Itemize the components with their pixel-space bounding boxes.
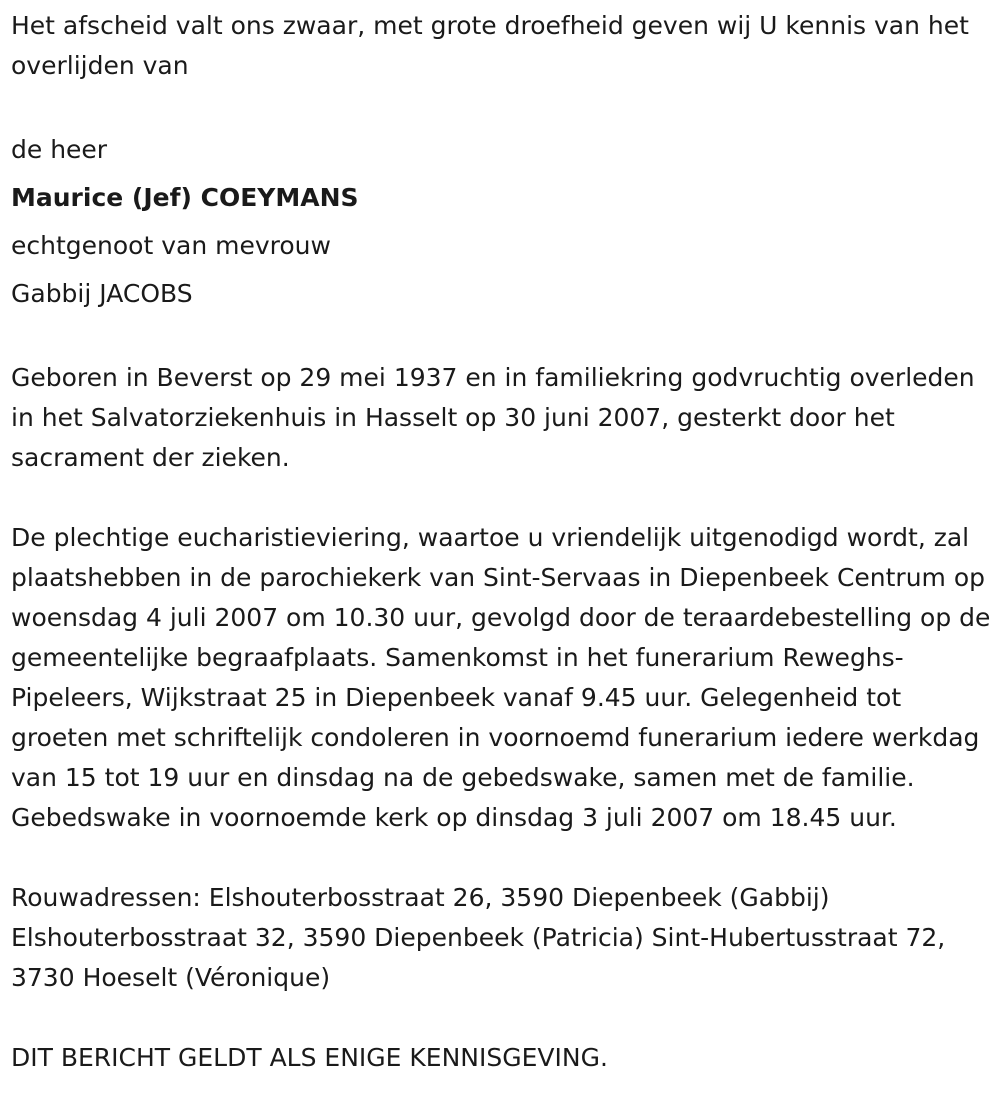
spacer [11,478,991,518]
ceremony-text: De plechtige eucharistieviering, waartoe u vriendelijk uitgenodigd wordt, zal plaatshebben in de parochiekerk van Sint-Servaas in Diepenbeek Centrum op woensdag 4 juli 2007 om 10.30 uur, gevolgd door de teraardebestelling op de gemeentelijke begraafplaats. Samenkomst in het funerarium Reweghs-Pipeleers, Wijkstraat 25 in Diepenbeek vanaf 9.45 uur. Gelegenheid tot groeten met schriftelijk condoleren in voornoemd funerarium iedere werkdag van 15 tot 19 uur en dinsdag na de gebedswake, samen met de familie. Gebedswake in voornoemde kerk op dinsdag 3 juli 2007 om 18.45 uur. [11,523,991,832]
spacer [11,86,991,126]
spacer [11,998,991,1038]
addresses-text: Rouwadressen: Elshouterbosstraat 26, 3590 Diepenbeek (Gabbij) Elshouterbosstraat 32, 3590 Diepenbeek (Patricia) Sint-Hubertusstraat 72, 3730 Hoeselt (Véronique) [11,883,946,992]
spouse-relation: echtgenoot van mevrouw [11,231,331,260]
title-prefix: de heer [11,135,108,164]
birth-death-text: Geboren in Beverst op 29 mei 1937 en in familiekring godvruchtig overleden in het Salvatorziekenhuis in Hasselt op 30 juni 2007, gesterkt door het sacrament der zieken. [11,363,975,472]
spouse-name: Gabbij JACOBS [11,279,193,308]
closing-text: DIT BERICHT GELDT ALS ENIGE KENNISGEVING. [11,1043,608,1072]
spacer [11,318,991,358]
spacer [11,838,991,878]
deceased-name: Maurice (Jef) COEYMANS [11,183,359,212]
obituary-notice [11,6,991,1078]
intro-text: Het afscheid valt ons zwaar, met grote droefheid geven wij U kennis van het overlijden van [11,11,969,80]
